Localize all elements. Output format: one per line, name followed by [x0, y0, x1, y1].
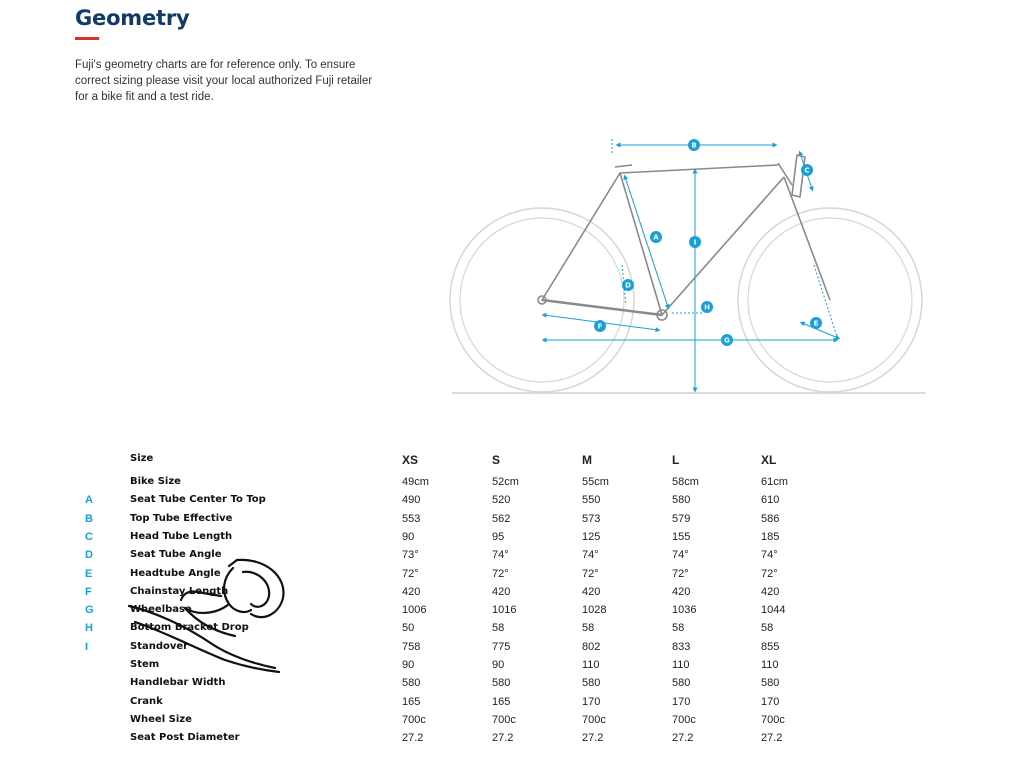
row-value-xl: 586: [761, 512, 780, 525]
row-value-xs: 758: [402, 640, 421, 653]
row-value-xl: 420: [761, 585, 780, 598]
row-value-l: 170: [672, 695, 691, 708]
row-value-s: 52cm: [492, 476, 519, 488]
row-value-xl: 700c: [761, 713, 785, 726]
row-marker-letter: I: [85, 640, 89, 653]
row-label: Headtube Angle: [130, 567, 221, 579]
row-value-m: 74°: [582, 549, 599, 562]
row-value-xs: 90: [402, 659, 415, 671]
row-value-xl: 185: [761, 530, 780, 543]
row-value-xs: 1006: [402, 604, 427, 617]
row-value-s: 95: [492, 530, 505, 543]
page-title: Geometry: [75, 6, 190, 30]
row-value-s: 72°: [492, 567, 509, 580]
row-value-m: 110: [582, 659, 600, 671]
row-value-xs: 490: [402, 494, 421, 507]
title-underline: [75, 37, 99, 40]
row-label: Crank: [130, 695, 163, 707]
row-value-s: 580: [492, 677, 511, 690]
marker-a: [650, 231, 662, 243]
row-value-xl: 855: [761, 640, 780, 653]
svg-text:E: E: [813, 319, 819, 328]
row-value-xs: 553: [402, 512, 421, 525]
row-value-m: 55cm: [582, 476, 609, 488]
row-value-xl: 170: [761, 695, 780, 708]
row-value-s: 90: [492, 659, 505, 671]
row-value-xl: 110: [761, 659, 779, 671]
row-value-s: 562: [492, 512, 511, 525]
row-marker-letter: A: [85, 494, 93, 507]
table-row: [75, 513, 975, 531]
row-value-xs: 50: [402, 622, 415, 635]
row-value-xs: 420: [402, 585, 421, 598]
row-value-l: 420: [672, 585, 691, 598]
row-value-s: 58: [492, 622, 505, 635]
row-value-m: 573: [582, 512, 601, 525]
row-value-s: 74°: [492, 549, 509, 562]
row-label: Wheelbase: [130, 604, 192, 616]
marker-d: [622, 279, 634, 291]
row-value-l: 1036: [672, 604, 697, 617]
row-value-l: 58cm: [672, 476, 699, 488]
marker-f: [594, 320, 606, 332]
rider-sketch-icon: [125, 552, 295, 677]
row-marker-letter: F: [85, 585, 92, 598]
row-value-xl: 72°: [761, 567, 778, 580]
row-label: Wheel Size: [130, 713, 192, 725]
row-value-l: 72°: [672, 567, 689, 580]
marker-g: [721, 334, 733, 346]
row-label: Standover: [130, 640, 189, 652]
table-row: [75, 531, 975, 549]
row-marker-letter: C: [85, 530, 93, 543]
row-value-xl: 58: [761, 622, 774, 635]
row-label: Handlebar Width: [130, 677, 226, 689]
row-value-xs: 165: [402, 695, 421, 708]
row-label: Seat Post Diameter: [130, 732, 240, 744]
row-value-l: 579: [672, 512, 691, 525]
row-value-xs: 27.2: [402, 732, 424, 745]
row-label: Head Tube Length: [130, 530, 233, 542]
row-value-l: 110: [672, 659, 690, 671]
svg-text:G: G: [724, 336, 730, 345]
size-header-xl: XL: [761, 453, 777, 467]
row-value-m: 125: [582, 530, 601, 543]
row-marker-letter: D: [85, 549, 93, 562]
row-value-xs: 90: [402, 530, 415, 543]
row-value-xl: 74°: [761, 549, 778, 562]
svg-text:A: A: [653, 233, 659, 242]
table-row: [75, 494, 975, 512]
svg-text:I: I: [693, 238, 697, 247]
row-value-s: 27.2: [492, 732, 514, 745]
row-value-l: 580: [672, 677, 691, 690]
row-value-xl: 1044: [761, 604, 786, 617]
row-value-s: 420: [492, 585, 511, 598]
marker-b: [688, 139, 700, 151]
table-row: [75, 714, 975, 732]
row-value-xs: 700c: [402, 713, 426, 726]
row-value-s: 165: [492, 695, 511, 708]
row-value-xs: 580: [402, 677, 421, 690]
row-value-l: 700c: [672, 713, 696, 726]
row-value-l: 833: [672, 640, 691, 653]
size-header-l: L: [672, 453, 680, 467]
row-value-l: 155: [672, 530, 691, 543]
geometry-diagram: [440, 125, 940, 405]
row-marker-letter: B: [85, 512, 93, 525]
row-value-m: 27.2: [582, 732, 604, 745]
row-label: Bike Size: [130, 476, 181, 487]
row-value-s: 775: [492, 640, 511, 653]
size-header-label: Size: [130, 453, 154, 464]
table-row: [75, 696, 975, 714]
row-value-xs: 49cm: [402, 476, 429, 488]
table-row: [75, 732, 975, 750]
size-header-s: S: [492, 453, 501, 467]
size-header-m: M: [582, 453, 592, 467]
table-row: [75, 476, 975, 494]
row-value-s: 700c: [492, 713, 516, 726]
row-value-xl: 27.2: [761, 732, 783, 745]
row-value-l: 580: [672, 494, 691, 507]
row-value-m: 420: [582, 585, 601, 598]
row-value-m: 58: [582, 622, 595, 635]
row-label: Bottom Bracket Drop: [130, 622, 249, 634]
table-header-row: [75, 453, 975, 471]
row-value-m: 802: [582, 640, 601, 653]
row-label: Top Tube Effective: [130, 512, 233, 524]
row-value-m: 1028: [582, 604, 607, 617]
row-label: Chainstay Length: [130, 585, 229, 597]
row-marker-letter: H: [85, 622, 93, 635]
svg-text:H: H: [704, 303, 710, 312]
row-value-s: 520: [492, 494, 511, 507]
svg-text:F: F: [597, 322, 603, 331]
row-value-m: 700c: [582, 713, 606, 726]
marker-h: [701, 301, 713, 313]
row-label: Stem: [130, 659, 160, 670]
svg-text:C: C: [804, 166, 810, 175]
size-header-xs: XS: [402, 453, 419, 467]
row-value-xl: 610: [761, 494, 780, 507]
row-value-s: 1016: [492, 604, 517, 617]
row-value-xl: 580: [761, 677, 780, 690]
bike-frame: [538, 155, 830, 320]
row-value-m: 170: [582, 695, 601, 708]
row-marker-letter: E: [85, 567, 93, 580]
intro-text: Fuji's geometry charts are for reference only. To ensure correct sizing please visit your local authorized Fuji retailer for a bike fit and a test ride.: [75, 59, 373, 103]
svg-text:B: B: [691, 141, 697, 150]
row-label: Seat Tube Angle: [130, 549, 222, 561]
row-value-l: 74°: [672, 549, 689, 562]
row-label: Seat Tube Center To Top: [130, 494, 266, 506]
row-value-m: 72°: [582, 567, 599, 580]
row-value-xs: 72°: [402, 567, 419, 580]
marker-e: [810, 317, 822, 329]
row-value-xl: 61cm: [761, 476, 788, 488]
row-value-l: 27.2: [672, 732, 694, 745]
marker-i: [689, 236, 701, 248]
row-value-m: 580: [582, 677, 601, 690]
row-value-xs: 73°: [402, 549, 419, 562]
table-row: [75, 677, 975, 695]
row-value-l: 58: [672, 622, 685, 635]
row-value-m: 550: [582, 494, 601, 507]
marker-c: [801, 164, 813, 176]
row-marker-letter: G: [85, 604, 94, 617]
svg-text:D: D: [625, 281, 631, 290]
